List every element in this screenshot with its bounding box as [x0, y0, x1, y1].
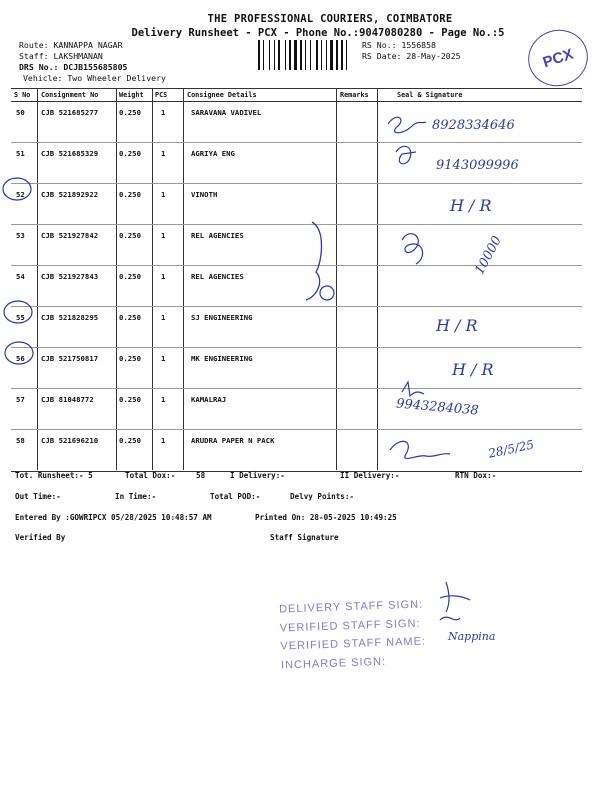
row-sno: 56: [16, 354, 25, 363]
header-seal-signature: Seal & Signature: [397, 91, 463, 99]
row-pcs: 1: [161, 108, 166, 117]
staff: Staff: LAKSHMANAN: [19, 51, 103, 61]
row-weight: 0.250: [119, 190, 141, 199]
row-pcs: 1: [161, 436, 166, 445]
verified-by: Verified By: [15, 533, 66, 542]
header-remarks: Remarks: [340, 91, 369, 99]
staff-signature: Staff Signature: [270, 533, 339, 542]
total-dox-value: 58: [196, 471, 206, 480]
circle-mark: [3, 178, 31, 200]
row-pcs: 1: [161, 231, 166, 240]
row-sno: 50: [16, 108, 25, 117]
row-pcs: 1: [161, 272, 166, 281]
tot-runsheet: Tot. Runsheet:- 5: [15, 471, 93, 480]
header-weight: Weight: [119, 91, 144, 99]
row-pcs: 1: [161, 354, 166, 363]
row-consignment: CJB 521685329: [41, 149, 99, 158]
row-consignee: VINOTH: [191, 190, 218, 199]
header-sno: S No: [14, 91, 31, 99]
runsheet-title: Delivery Runsheet - PCX - Phone No.:9047080280 - Page No.:5: [131, 27, 505, 39]
row-consignee: ARUDRA PAPER N PACK: [191, 436, 275, 445]
signature-scribble: [388, 117, 426, 133]
row-consignment: CJB 521828295: [41, 313, 99, 322]
header-consignee: Consignee Details: [187, 91, 257, 99]
signature-scribble: [402, 234, 423, 264]
rtn-dox: RTN Dox:-: [455, 471, 497, 480]
row-consignee: AGRIYA ENG: [191, 149, 235, 158]
signature-scribble: [402, 382, 424, 396]
row-sno: 54: [16, 272, 25, 281]
row-pcs: 1: [161, 395, 166, 404]
drs-number: DRS No.: DCJB155685805: [19, 62, 128, 72]
ii-delivery: II Delivery:-: [340, 471, 400, 480]
row-weight: 0.250: [119, 272, 141, 281]
handwritten-staff-name: Nappina: [448, 630, 496, 643]
vehicle: Vehicle: Two Wheeler Delivery: [23, 73, 166, 83]
row-consignment: CJB 521927843: [41, 272, 99, 281]
pcx-stamp: PCX: [521, 22, 595, 94]
header-pcs: PCS: [155, 91, 168, 99]
rs-number: RS No.: 1556858: [362, 40, 436, 50]
handwritten-hr: H / R: [436, 316, 478, 335]
row-consignment: CJB 521685277: [41, 108, 99, 117]
i-delivery: I Delivery:-: [230, 471, 285, 480]
route: Route: KANNAPPA NAGAR: [19, 40, 123, 50]
row-sno: 55: [16, 313, 25, 322]
row-sno: 58: [16, 436, 25, 445]
printed-on: Printed On: 28-05-2025 10:49:25: [255, 513, 397, 522]
stamp-delivery-staff-sign: DELIVERY STAFF SIGN:: [278, 598, 424, 616]
row-sno: 52: [16, 190, 25, 199]
signature-scribble: [390, 441, 450, 458]
row-weight: 0.250: [119, 231, 141, 240]
verification-stamp: [279, 591, 541, 674]
row-sno: 51: [16, 149, 25, 158]
row-weight: 0.250: [119, 149, 141, 158]
row-consignee: SJ ENGINEERING: [191, 313, 253, 322]
circle-mark: [5, 342, 33, 364]
circle-mark: [4, 301, 32, 323]
out-time: Out Time:-: [15, 492, 61, 501]
row-consignment: CJB 81048772: [41, 395, 94, 404]
handwritten-date: 28/5/25: [487, 437, 536, 461]
row-weight: 0.250: [119, 436, 141, 445]
stamp-verified-staff-name: VERIFIED STAFF NAME:: [280, 635, 427, 653]
handwritten-phone: 9143099996: [436, 158, 519, 173]
circle-mark: [320, 286, 334, 300]
handwritten-phone: 9943284038: [395, 396, 480, 419]
header-consignment: Consignment No: [41, 91, 99, 99]
row-consignment: CJB 521892922: [41, 190, 99, 199]
row-consignee: REL AGENCIES: [191, 231, 244, 240]
row-pcs: 1: [161, 313, 166, 322]
rs-date: RS Date: 28-May-2025: [362, 51, 461, 61]
row-consignee: MK ENGINEERING: [191, 354, 253, 363]
stamp-verified-staff-sign: VERIFIED STAFF SIGN:: [279, 617, 421, 635]
row-weight: 0.250: [119, 108, 141, 117]
row-consignee: KAMALRAJ: [191, 395, 227, 404]
handwritten-phone: 8928334646: [432, 118, 515, 133]
entered-by: Entered By :GOWRIPCX 05/28/2025 10:48:57 AM: [15, 513, 212, 522]
row-weight: 0.250: [119, 354, 141, 363]
row-consignment: CJB 521696210: [41, 436, 99, 445]
row-sno: 57: [16, 395, 25, 404]
total-pod: Total POD:-: [210, 492, 261, 501]
total-dox-label: Total Dox:-: [125, 471, 176, 480]
in-time: In Time:-: [115, 492, 157, 501]
signature-scribble: [396, 146, 416, 163]
row-consignee: SARAVANA VADIVEL: [191, 108, 262, 117]
row-pcs: 1: [161, 190, 166, 199]
stamp-incharge-sign: INCHARGE SIGN:: [280, 655, 387, 672]
delvy-points: Delvy Points:-: [290, 492, 355, 501]
bracket-mark: [306, 222, 322, 300]
row-sno: 53: [16, 231, 25, 240]
handwritten-note: 10000: [472, 233, 506, 278]
row-weight: 0.250: [119, 313, 141, 322]
row-consignee: REL AGENCIES: [191, 272, 244, 281]
row-weight: 0.250: [119, 395, 141, 404]
handwritten-hr: H / R: [452, 360, 494, 379]
handwritten-hr: H / R: [450, 196, 492, 215]
row-pcs: 1: [161, 149, 166, 158]
company-name: THE PROFESSIONAL COURIERS, COIMBATORE: [207, 13, 453, 25]
row-consignment: CJB 521750817: [41, 354, 99, 363]
row-consignment: CJB 521927842: [41, 231, 99, 240]
